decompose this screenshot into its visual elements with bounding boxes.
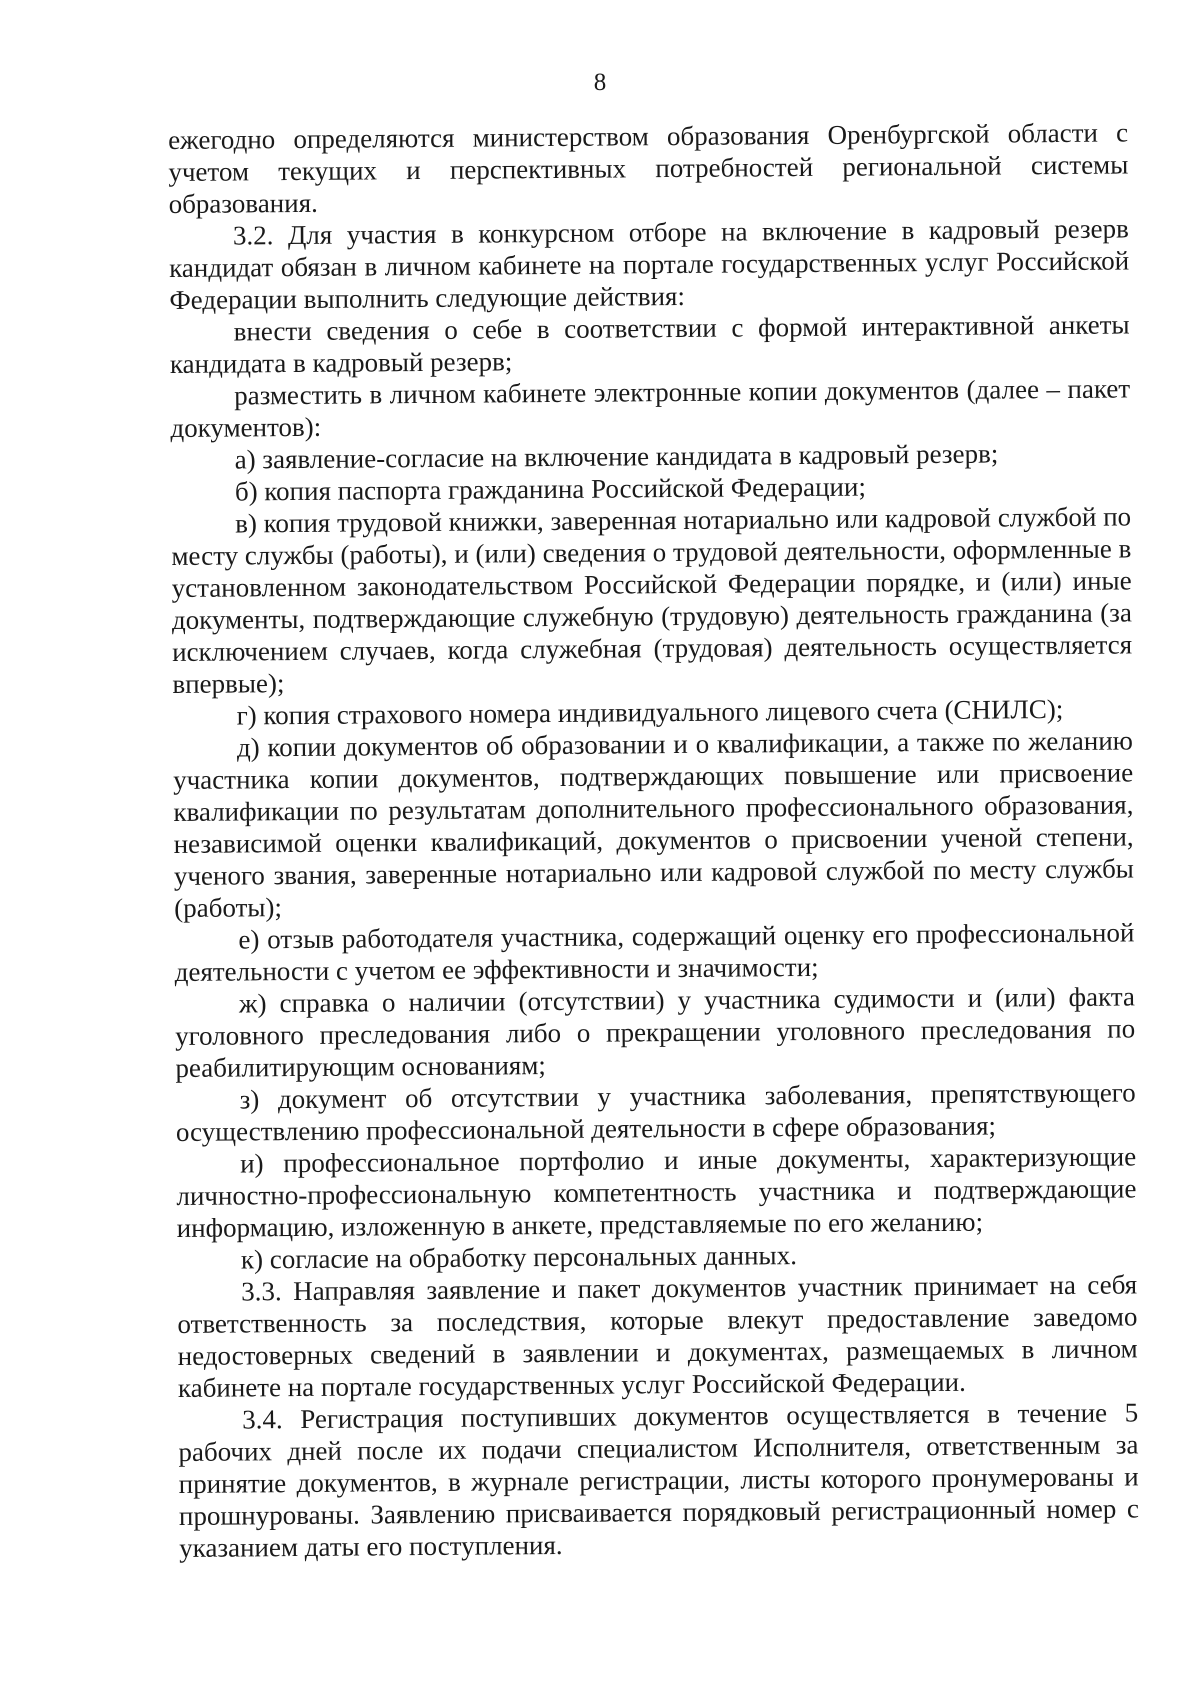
list-item-g: г) копия страхового номера индивидуального лицевого счета (СНИЛС); [236, 693, 1064, 731]
list-item-zh: ж) справка о наличии (отсутствии) у участника судимости и (или) факта уголовного преследования либо о прекращении уголовного преследования по реабилитирующим основаниям; [175, 981, 1136, 1083]
paragraph-action-upload-documents: разместить в личном кабинете электронные копии документов (далее – пакет документов): [170, 373, 1131, 443]
list-item-e: е) отзыв работодателя участника, содержащий оценку его профессиональной деятельности с учетом ее эффективности и значимости; [174, 917, 1135, 987]
paragraph-section-3-3: 3.3. Направляя заявление и пакет документов участник принимает на себя ответственность за последствия, которые влекут предоставление заведомо недостоверных сведений в заявлении и документах, размещаемых в личном кабинете на портале государственных услуг Российской Федерации. [177, 1269, 1138, 1403]
paragraph-action-fill-form: внести сведения о себе в соответствии с формой интерактивной анкеты кандидата в кадровый резерв; [169, 309, 1130, 379]
list-item-i: и) профессиональное портфолио и иные документы, характеризующие личностно-профессиональную компетентность участника и подтверждающие информацию, изложенную в анкете, представляемые по его желанию; [176, 1141, 1137, 1243]
list-item-d: д) копии документов об образовании и о квалификации, а также по желанию участника копии документов, подтверждающих повышение или присвоение квалификации по результатам дополнительного профессионального образования, независимой оценки квалификаций, документов о присвоении ученой степени, ученого звания, заверенные нотариально или кадровой службой по месту службы (работы); [173, 725, 1134, 923]
list-item-z: з) документ об отсутствии у участника заболевания, препятствующего осуществлению профессиональной деятельности в сфере образования; [175, 1077, 1136, 1147]
page-number: 8 [593, 69, 607, 96]
paragraph-section-3-4: 3.4. Регистрация поступивших документов осуществляется в течение 5 рабочих дней после их подачи специалистом Исполнителя, ответственным за принятие документов, в журнале регистрации, листы которого пронумерованы и прошнурованы. Заявлению присваивается порядковый регистрационный номер с указанием даты его поступления. [178, 1397, 1140, 1563]
paragraph-continuation: ежегодно определяются министерством образования Оренбургской области с учетом текущих и перспективных потребностей региональной системы образования. [168, 117, 1129, 219]
list-item-k: к) согласие на обработку персональных данных. [240, 1240, 797, 1275]
paragraph-section-3-2: 3.2. Для участия в конкурсном отборе на включение в кадровый резерв кандидат обязан в личном кабинете на портале государственных услуг Российской Федерации выполнить следующие действия: [169, 213, 1130, 315]
list-item-v: в) копия трудовой книжки, заверенная нотариально или кадровой службой по месту службы (работы), и (или) сведения о трудовой деятельности, оформленные в установленном законодательством Российской Федерации порядке, и (или) иные документы, подтверждающие служебную (трудовую) деятельность гражданина (за исключением случаев, когда служебная (трудовая) деятельность осуществляется впервые); [171, 501, 1133, 699]
document-body [168, 116, 1139, 1563]
list-item-a: а) заявление-согласие на включение кандидата в кадровый резерв; [234, 438, 999, 475]
list-item-b: б) копия паспорта гражданина Российской Федерации; [234, 471, 867, 507]
